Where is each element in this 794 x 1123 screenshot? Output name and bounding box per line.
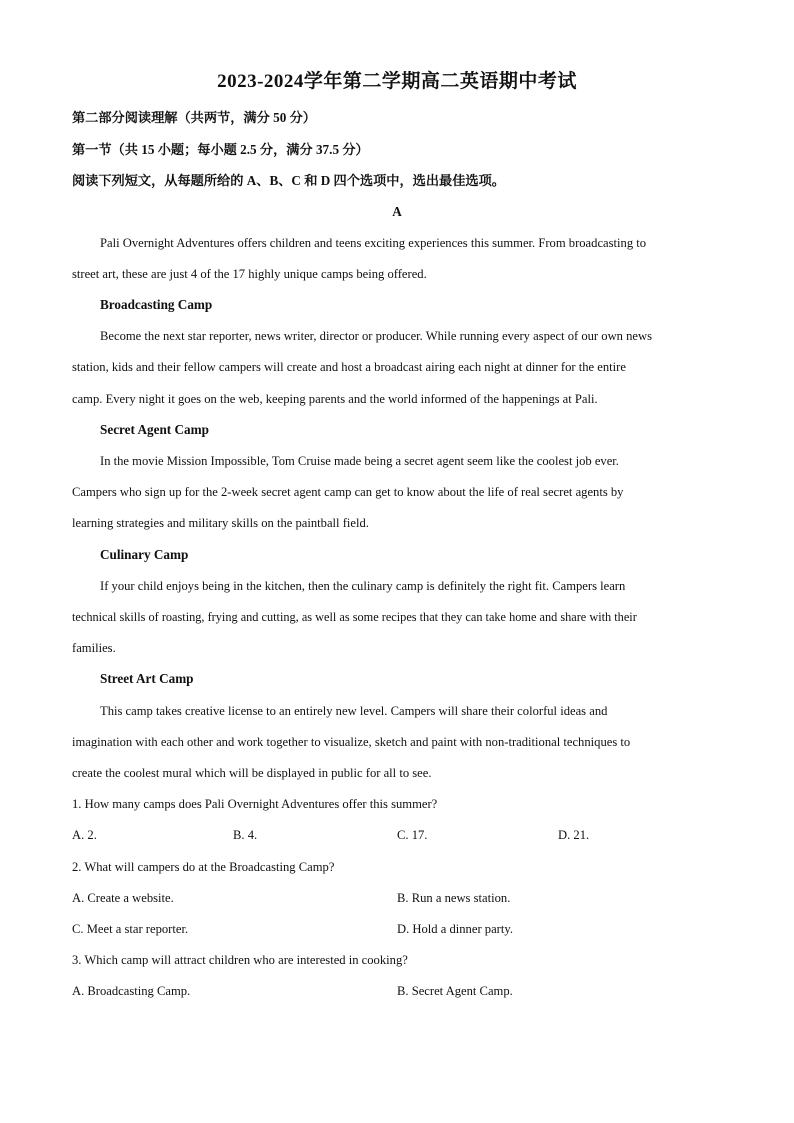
- camp-heading: Culinary Camp: [100, 547, 189, 562]
- instruction-text: 阅读下列短文，从每题所给的 A、B、C 和 D 四个选项中，选出最佳选项。: [72, 173, 505, 188]
- option-b[interactable]: B. 4.: [233, 828, 258, 842]
- page-title: 2023-2024学年第二学期高二英语期中考试: [217, 71, 577, 92]
- paragraph-line: Become the next star reporter, news writer, director or producer. While running every aspect of our own news: [100, 329, 652, 343]
- option-a[interactable]: A. Create a website.: [72, 891, 174, 905]
- paragraph-line: families.: [72, 641, 116, 655]
- camp-heading: Secret Agent Camp: [100, 422, 209, 437]
- passage-intro-line: Pali Overnight Adventures offers children and teens exciting experiences this summer. From broadcasting to: [100, 236, 647, 250]
- option-c[interactable]: C. Meet a star reporter.: [72, 922, 189, 936]
- option-b[interactable]: B. Run a news station.: [397, 891, 511, 905]
- camp-heading: Street Art Camp: [100, 671, 194, 686]
- option-c[interactable]: C. 17.: [397, 828, 428, 842]
- paragraph-line: imagination with each other and work together to visualize, sketch and paint with non-traditional techniques to: [72, 735, 631, 749]
- camp-heading: Broadcasting Camp: [100, 297, 213, 312]
- question-stem: 3. Which camp will attract children who are interested in cooking?: [72, 953, 408, 967]
- passage-label: A: [392, 204, 402, 219]
- paragraph-line: station, kids and their fellow campers will create and host a broadcast airing each night at dinner for the entire: [72, 360, 626, 374]
- paragraph-line: This camp takes creative license to an entirely new level. Campers will share their colorful ideas and: [100, 704, 608, 718]
- paragraph-line: Campers who sign up for the 2-week secret agent camp can get to know about the life of real secret agents by: [72, 485, 624, 499]
- paragraph-line: camp. Every night it goes on the web, keeping parents and the world informed of the happenings at Pali.: [72, 392, 598, 406]
- paragraph-line: technical skills of roasting, frying and cutting, as well as some recipes that they can take home and share with their: [72, 610, 637, 624]
- part-heading: 第二部分阅读理解（共两节，满分 50 分）: [72, 110, 316, 125]
- question-stem: 2. What will campers do at the Broadcasting Camp?: [72, 860, 335, 874]
- option-d[interactable]: D. 21.: [558, 828, 590, 842]
- option-a[interactable]: A. Broadcasting Camp.: [72, 984, 191, 998]
- section-heading: 第一节（共 15 小题；每小题 2.5 分，满分 37.5 分）: [72, 142, 369, 157]
- option-d[interactable]: D. Hold a dinner party.: [397, 922, 513, 936]
- paragraph-line: If your child enjoys being in the kitchen, then the culinary camp is definitely the right fit. Campers learn: [100, 579, 626, 593]
- option-b[interactable]: B. Secret Agent Camp.: [397, 984, 513, 998]
- paragraph-line: learning strategies and military skills on the paintball field.: [72, 516, 369, 530]
- passage-intro-line: street art, these are just 4 of the 17 highly unique camps being offered.: [72, 267, 427, 281]
- paragraph-line: In the movie Mission Impossible, Tom Cruise made being a secret agent seem like the coolest job ever.: [100, 454, 619, 468]
- paragraph-line: create the coolest mural which will be displayed in public for all to see.: [72, 766, 432, 780]
- question-stem: 1. How many camps does Pali Overnight Adventures offer this summer?: [72, 797, 438, 811]
- option-a[interactable]: A. 2.: [72, 828, 97, 842]
